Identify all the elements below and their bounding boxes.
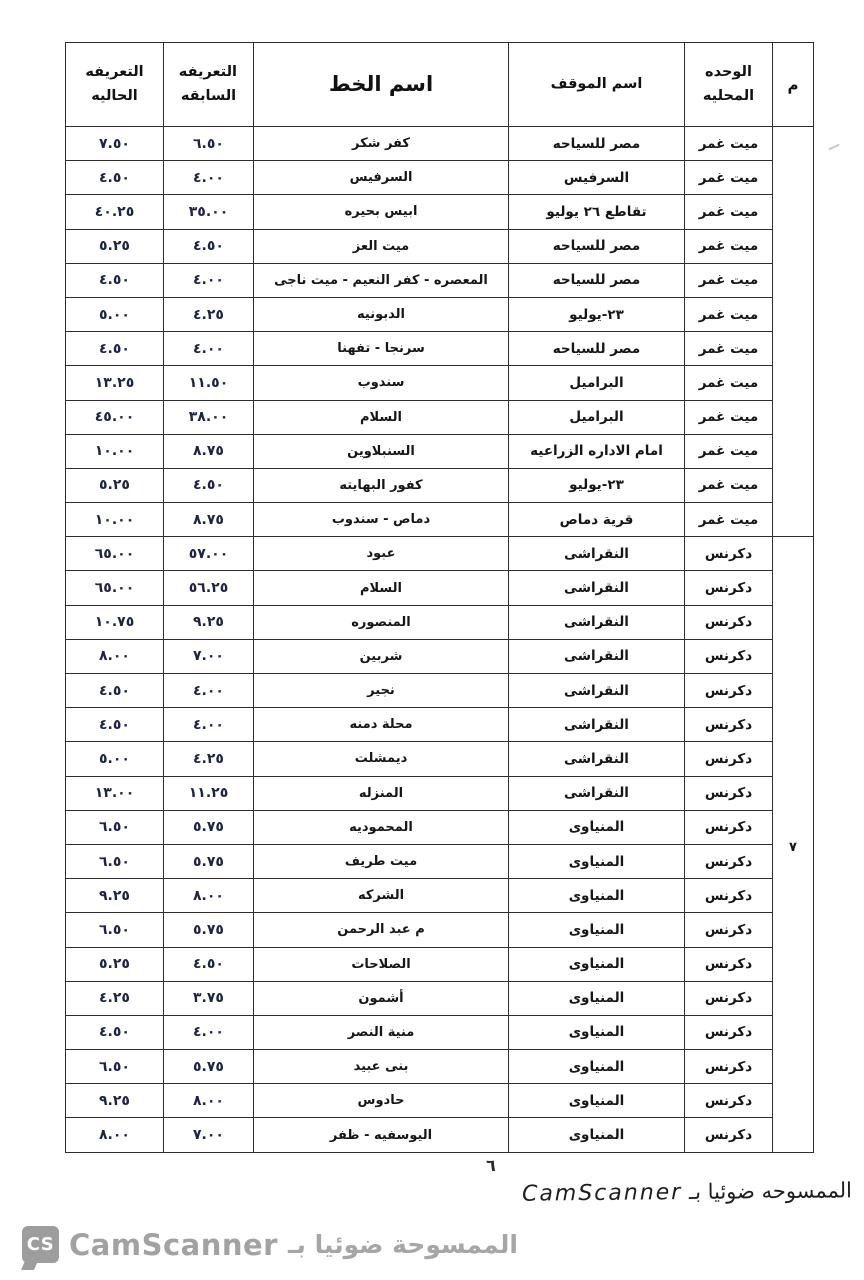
line-cell: اليوسفيه - ظفر [254,1118,509,1152]
previous-tariff-cell: ٤.٥٠ [164,468,254,502]
local-unit-cell: دكرنس [685,879,773,913]
station-cell: السرفيس [509,161,685,195]
station-cell: البراميل [509,400,685,434]
current-tariff-cell: ٤.٥٠ [66,263,164,297]
header-local-unit: الوحده المحليه [685,43,773,127]
station-cell: المنياوى [509,913,685,947]
previous-tariff-cell: ٤.٠٠ [164,708,254,742]
table-row [66,639,814,673]
table-row [66,127,814,161]
station-cell: البراميل [509,366,685,400]
previous-tariff-cell: ٣.٧٥ [164,981,254,1015]
serial-cell [773,127,814,537]
local-unit-cell: دكرنس [685,605,773,639]
previous-tariff-cell: ٦.٥٠ [164,127,254,161]
footer-bar [22,1226,522,1263]
station-cell: المنياوى [509,844,685,878]
table-row [66,981,814,1015]
local-unit-cell: ميت غمر [685,127,773,161]
current-tariff-cell: ٤.٥٠ [66,1015,164,1049]
local-unit-cell: ميت غمر [685,332,773,366]
line-cell: نجير [254,674,509,708]
local-unit-cell: ميت غمر [685,229,773,263]
line-cell: حادوس [254,1084,509,1118]
station-cell: النقراشى [509,571,685,605]
current-tariff-cell: ٤.٢٥ [66,981,164,1015]
table-row [66,1050,814,1084]
line-cell: السرفيس [254,161,509,195]
previous-tariff-cell: ٤.٢٥ [164,297,254,331]
current-tariff-cell: ٥.٠٠ [66,297,164,331]
tariff-table [65,42,814,1153]
current-tariff-cell: ٩.٢٥ [66,879,164,913]
table-row [66,742,814,776]
table-row [66,571,814,605]
station-cell: مصر للسياحه [509,263,685,297]
table-row [66,366,814,400]
station-cell: مصر للسياحه [509,332,685,366]
station-cell: ٢٣-يوليو [509,297,685,331]
previous-tariff-cell: ٥.٧٥ [164,913,254,947]
local-unit-cell: ميت غمر [685,195,773,229]
table-row [66,844,814,878]
line-cell: السلام [254,571,509,605]
station-cell: امام الاداره الزراعيه [509,434,685,468]
line-cell: سرنجا - تفهنا [254,332,509,366]
header-station: اسم الموقف [509,43,685,127]
station-cell: النقراشى [509,708,685,742]
table-row [66,708,814,742]
local-unit-cell: ميت غمر [685,297,773,331]
current-tariff-cell: ١٣.٠٠ [66,776,164,810]
current-tariff-cell: ١٠.٠٠ [66,503,164,537]
table-row [66,1015,814,1049]
line-cell: محلة دمنه [254,708,509,742]
line-cell: كفور البهايته [254,468,509,502]
previous-tariff-cell: ٤.٠٠ [164,674,254,708]
scan-artifact-mark [828,144,840,151]
previous-tariff-cell: ٧.٠٠ [164,1118,254,1152]
table-row [66,400,814,434]
current-tariff-cell: ٧.٥٠ [66,127,164,161]
previous-tariff-cell: ٩.٢٥ [164,605,254,639]
current-tariff-cell: ٥.٢٥ [66,468,164,502]
local-unit-cell: دكرنس [685,981,773,1015]
previous-tariff-cell: ٣٨.٠٠ [164,400,254,434]
station-cell: النقراشى [509,537,685,571]
station-cell: المنياوى [509,981,685,1015]
table-row [66,1084,814,1118]
local-unit-cell: ميت غمر [685,468,773,502]
local-unit-cell: دكرنس [685,537,773,571]
line-cell: السنبلاوين [254,434,509,468]
station-cell: النقراشى [509,639,685,673]
table-row [66,195,814,229]
header-previous-tariff: التعريفه السابقه [164,43,254,127]
current-tariff-cell: ٤٥.٠٠ [66,400,164,434]
camscanner-watermark [522,1178,852,1206]
serial-cell: ٧ [773,537,814,1152]
table-row [66,947,814,981]
line-cell: أشمون [254,981,509,1015]
local-unit-cell: دكرنس [685,1015,773,1049]
line-cell: ميت طريف [254,844,509,878]
table-body [66,127,814,1153]
local-unit-cell: دكرنس [685,776,773,810]
table-row [66,879,814,913]
previous-tariff-cell: ٨.٧٥ [164,503,254,537]
line-cell: الشركه [254,879,509,913]
current-tariff-cell: ٤.٥٠ [66,161,164,195]
header-serial: م [773,43,814,127]
local-unit-cell: دكرنس [685,571,773,605]
previous-tariff-cell: ٨.٠٠ [164,879,254,913]
station-cell: المنياوى [509,947,685,981]
station-cell: مصر للسياحه [509,127,685,161]
local-unit-cell: دكرنس [685,639,773,673]
current-tariff-cell: ٦.٥٠ [66,1050,164,1084]
header-line: اسم الخط [254,43,509,127]
table-row [66,297,814,331]
line-cell: بنى عبيد [254,1050,509,1084]
table-row [66,605,814,639]
local-unit-cell: دكرنس [685,1050,773,1084]
line-cell: المنصوره [254,605,509,639]
line-cell: المنزله [254,776,509,810]
line-cell: كفر شكر [254,127,509,161]
station-cell: المنياوى [509,1015,685,1049]
station-cell: قرية دماص [509,503,685,537]
table-row [66,503,814,537]
table-row [66,810,814,844]
table-row [66,229,814,263]
station-cell: ٢٣-يوليو [509,468,685,502]
current-tariff-cell: ٦.٥٠ [66,810,164,844]
local-unit-cell: دكرنس [685,674,773,708]
table-row [66,468,814,502]
current-tariff-cell: ٥.٢٥ [66,229,164,263]
local-unit-cell: ميت غمر [685,366,773,400]
current-tariff-cell: ٨.٠٠ [66,639,164,673]
current-tariff-cell: ٤.٥٠ [66,674,164,708]
current-tariff-cell: ٦٥.٠٠ [66,537,164,571]
previous-tariff-cell: ٥.٧٥ [164,1050,254,1084]
current-tariff-cell: ٦.٥٠ [66,844,164,878]
previous-tariff-cell: ٥.٧٥ [164,844,254,878]
current-tariff-cell: ١٠.٧٥ [66,605,164,639]
previous-tariff-cell: ٤.٠٠ [164,161,254,195]
line-cell: م عبد الرحمن [254,913,509,947]
line-cell: ديمشلت [254,742,509,776]
line-cell: الدبونيه [254,297,509,331]
footer-scanned-by: الممسوحة ضوئيا بـ [287,1230,518,1259]
current-tariff-cell: ٤٠.٢٥ [66,195,164,229]
previous-tariff-cell: ٤.٠٠ [164,263,254,297]
footer-brand: CamScanner [69,1227,278,1262]
current-tariff-cell: ٥.٠٠ [66,742,164,776]
current-tariff-cell: ٩.٢٥ [66,1084,164,1118]
previous-tariff-cell: ١١.٢٥ [164,776,254,810]
watermark-brand-text: CamScanner [521,1180,683,1207]
station-cell: المنياوى [509,1118,685,1152]
previous-tariff-cell: ٨.٠٠ [164,1084,254,1118]
watermark-arabic-text: الممسوحه ضوئيا بـ [688,1178,853,1204]
previous-tariff-cell: ٥٧.٠٠ [164,537,254,571]
previous-tariff-cell: ٣٥.٠٠ [164,195,254,229]
local-unit-cell: دكرنس [685,947,773,981]
local-unit-cell: دكرنس [685,844,773,878]
line-cell: المعصره - كفر النعيم - ميت ناجى [254,263,509,297]
previous-tariff-cell: ١١.٥٠ [164,366,254,400]
local-unit-cell: ميت غمر [685,503,773,537]
line-cell: منية النصر [254,1015,509,1049]
local-unit-cell: دكرنس [685,1084,773,1118]
station-cell: النقراشى [509,674,685,708]
previous-tariff-cell: ٤.٥٠ [164,229,254,263]
line-cell: عبود [254,537,509,571]
line-cell: ميت العز [254,229,509,263]
table-row [66,434,814,468]
table-row [66,161,814,195]
table-row [66,913,814,947]
current-tariff-cell: ١٠.٠٠ [66,434,164,468]
line-cell: الصلاحات [254,947,509,981]
page-number: ٦ [486,1156,496,1175]
current-tariff-cell: ٥.٢٥ [66,947,164,981]
current-tariff-cell: ٨.٠٠ [66,1118,164,1152]
table-header-row [66,43,814,127]
previous-tariff-cell: ٤.٠٠ [164,1015,254,1049]
current-tariff-cell: ٦٥.٠٠ [66,571,164,605]
local-unit-cell: ميت غمر [685,434,773,468]
local-unit-cell: دكرنس [685,913,773,947]
local-unit-cell: دكرنس [685,810,773,844]
table-row [66,263,814,297]
current-tariff-cell: ٦.٥٠ [66,913,164,947]
previous-tariff-cell: ٨.٧٥ [164,434,254,468]
current-tariff-cell: ١٣.٢٥ [66,366,164,400]
camscanner-logo-text: CS [26,1234,55,1255]
station-cell: النقراشى [509,605,685,639]
table-row [66,776,814,810]
line-cell: ابيس بحيره [254,195,509,229]
current-tariff-cell: ٤.٥٠ [66,332,164,366]
station-cell: النقراشى [509,776,685,810]
previous-tariff-cell: ٥٦.٢٥ [164,571,254,605]
previous-tariff-cell: ٤.٥٠ [164,947,254,981]
station-cell: المنياوى [509,1084,685,1118]
local-unit-cell: دكرنس [685,708,773,742]
camscanner-logo-icon [22,1226,59,1263]
line-cell: السلام [254,400,509,434]
station-cell: المنياوى [509,879,685,913]
station-cell: المنياوى [509,1050,685,1084]
local-unit-cell: ميت غمر [685,263,773,297]
station-cell: مصر للسياحه [509,229,685,263]
local-unit-cell: ميت غمر [685,161,773,195]
current-tariff-cell: ٤.٥٠ [66,708,164,742]
previous-tariff-cell: ٥.٧٥ [164,810,254,844]
local-unit-cell: ميت غمر [685,400,773,434]
local-unit-cell: دكرنس [685,1118,773,1152]
station-cell: المنياوى [509,810,685,844]
table-row [66,537,814,571]
header-current-tariff: التعريفه الحاليه [66,43,164,127]
line-cell: شربين [254,639,509,673]
station-cell: النقراشى [509,742,685,776]
table-row [66,1118,814,1152]
previous-tariff-cell: ٤.٠٠ [164,332,254,366]
table-row [66,332,814,366]
station-cell: تقاطع ٢٦ يوليو [509,195,685,229]
local-unit-cell: دكرنس [685,742,773,776]
line-cell: سندوب [254,366,509,400]
line-cell: دماص - سندوب [254,503,509,537]
table-row [66,674,814,708]
line-cell: المحموديه [254,810,509,844]
previous-tariff-cell: ٤.٢٥ [164,742,254,776]
previous-tariff-cell: ٧.٠٠ [164,639,254,673]
